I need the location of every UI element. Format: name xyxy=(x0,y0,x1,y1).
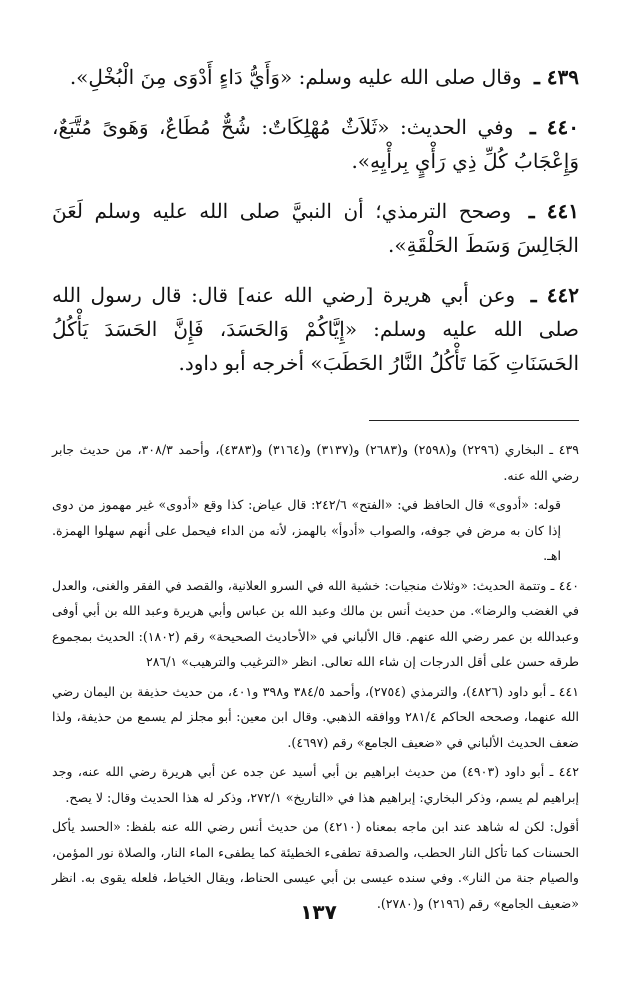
hadith-number: ٤٤١ ـ xyxy=(528,199,580,223)
hadith-440 xyxy=(52,110,579,178)
hadith-text: وصحح الترمذي؛ أن النبيَّ صلى الله عليه وسلم لَعَنَ الجَالِسَ وَسَطَ الحَلْقَةِ». xyxy=(52,199,579,257)
footnote-442: ٤٤٢ ـ أبو داود (٤٩٠٣) من حديث ابراهيم بن أبي أسيد عن جده عن أبي هريرة رضي الله عنه، وجد إبراهيم لم يسم، وذكر البخاري: إبراهيم هذا في «التاريخ» ٢٧٢/١، وذكر له هذا الحديث وقال: لا يصح. xyxy=(52,764,579,805)
footnote-441: ٤٤١ ـ أبو داود (٤٨٢٦)، والترمذي (٢٧٥٤)، وأحمد ٣٨٤/٥ و٣٩٨ و٤٠١، من حديث حذيفة بن اليمان رضي الله عنهما، وصححه الحاكم ٢٨١/٤ ووافقه الذهبي. وقال ابن معين: أبو مجلز لم يسمع من حذيفة، ولذا ضعف الحديث الألباني في «ضعيف الجامع» رقم (٤٦٩٧). xyxy=(52,683,580,750)
hadith-439 xyxy=(52,60,579,94)
hadith-442 xyxy=(52,278,579,380)
hadith-text: وعن أبي هريرة [رضي الله عنه] قال: قال رسول الله صلى الله عليه وسلم: «إِيَّاكُمْ وَالحَسَدَ، فَإِنَّ الحَسَدَ يَأْكُلُ الحَسَنَاتِ كَمَا تَأْكُلُ النَّارُ الحَطَبَ» أخرجه أبو داود. xyxy=(52,283,579,375)
hadith-text: وقال صلى الله عليه وسلم: «وَأَيُّ دَاءٍ أَدْوَى مِنَ الْبُخْلِ». xyxy=(69,65,522,89)
footnotes xyxy=(52,437,579,916)
hadith-441 xyxy=(52,194,579,262)
hadith-number: ٤٤٠ ـ xyxy=(529,115,580,139)
footnote-separator xyxy=(369,420,579,421)
page-number: ١٣٧ xyxy=(300,900,337,924)
footnote-442-comment: أقول: لكن له شاهد عند ابن ماجه بمعناه (٤٢١٠) من حديث أنس رضي الله عنه بلفظ: «الحسد يأكل الحسنات كما تأكل النار الحطب، والصدقة تطفىء الخطيئة كما يطفىء الماء النار، والصلاة نور المؤمن، والصيام جنة من النار». وفي سنده عيسى بن أبي عيسى الحناط، ويقال الخياط، فلعله يقوى به. انظر «ضعيف الجامع» رقم (٢١٩٦) و(٢٧٨٠). xyxy=(52,819,579,911)
footnote-separator-wrap xyxy=(52,396,579,437)
footnote-439: ٤٣٩ ـ البخاري (٢٢٩٦) و(٢٥٩٨) و(٢٦٨٣) و(٣١٣٧) و(٣١٦٤) و(٤٣٨٣)، وأحمد ٣٠٨/٣، من حديث جابر رضي الله عنه. xyxy=(52,442,579,483)
main-text xyxy=(52,60,579,380)
footnote-439-comment: قوله: «أدوى» قال الحافظ في: «الفتح» ٢٤٢/٦: قال عياض: كذا وقع «أدوى» غير مهموز من دوى إذا كان به مرض في جوفه، والصواب «أدوأ» بالهمز، لأنه من الداء فيحمل على أنهم سهلوا الهمزة. اهـ. xyxy=(52,497,561,563)
hadith-text: وفي الحديث: «ثَلاَثٌ مُهْلِكَاتٌ: شُحٌّ مُطَاعٌ، وَهَوىً مُتَّبَعٌ، وَإِعْجَابُ كُلِّ ذِي رَأْيٍ بِرأْيِهِ». xyxy=(52,115,579,173)
hadith-number: ٤٣٩ ـ xyxy=(533,65,579,89)
footnote-440: ٤٤٠ ـ وتتمة الحديث: «وثلاث منجيات: خشية الله في السرو العلانية، والقصد في الفقر والغنى، والعدل في الغضب والرضا». من حديث أنس بن مالك وعبد الله بن عباس وأبي هريرة وعبد الله بن أبي أوفى وعبدالله بن عمر رضي الله عنهم. قال الألباني في «الأحاديث الصحيحة» رقم (١٨٠٢): الحديث بمجموع طرقه حسن على أقل الدرجات إن شاء الله تعالى. انظر «الترغيب والترهيب» ٢٨٦/١ xyxy=(52,577,580,669)
hadith-number: ٤٤٢ ـ xyxy=(530,283,579,307)
